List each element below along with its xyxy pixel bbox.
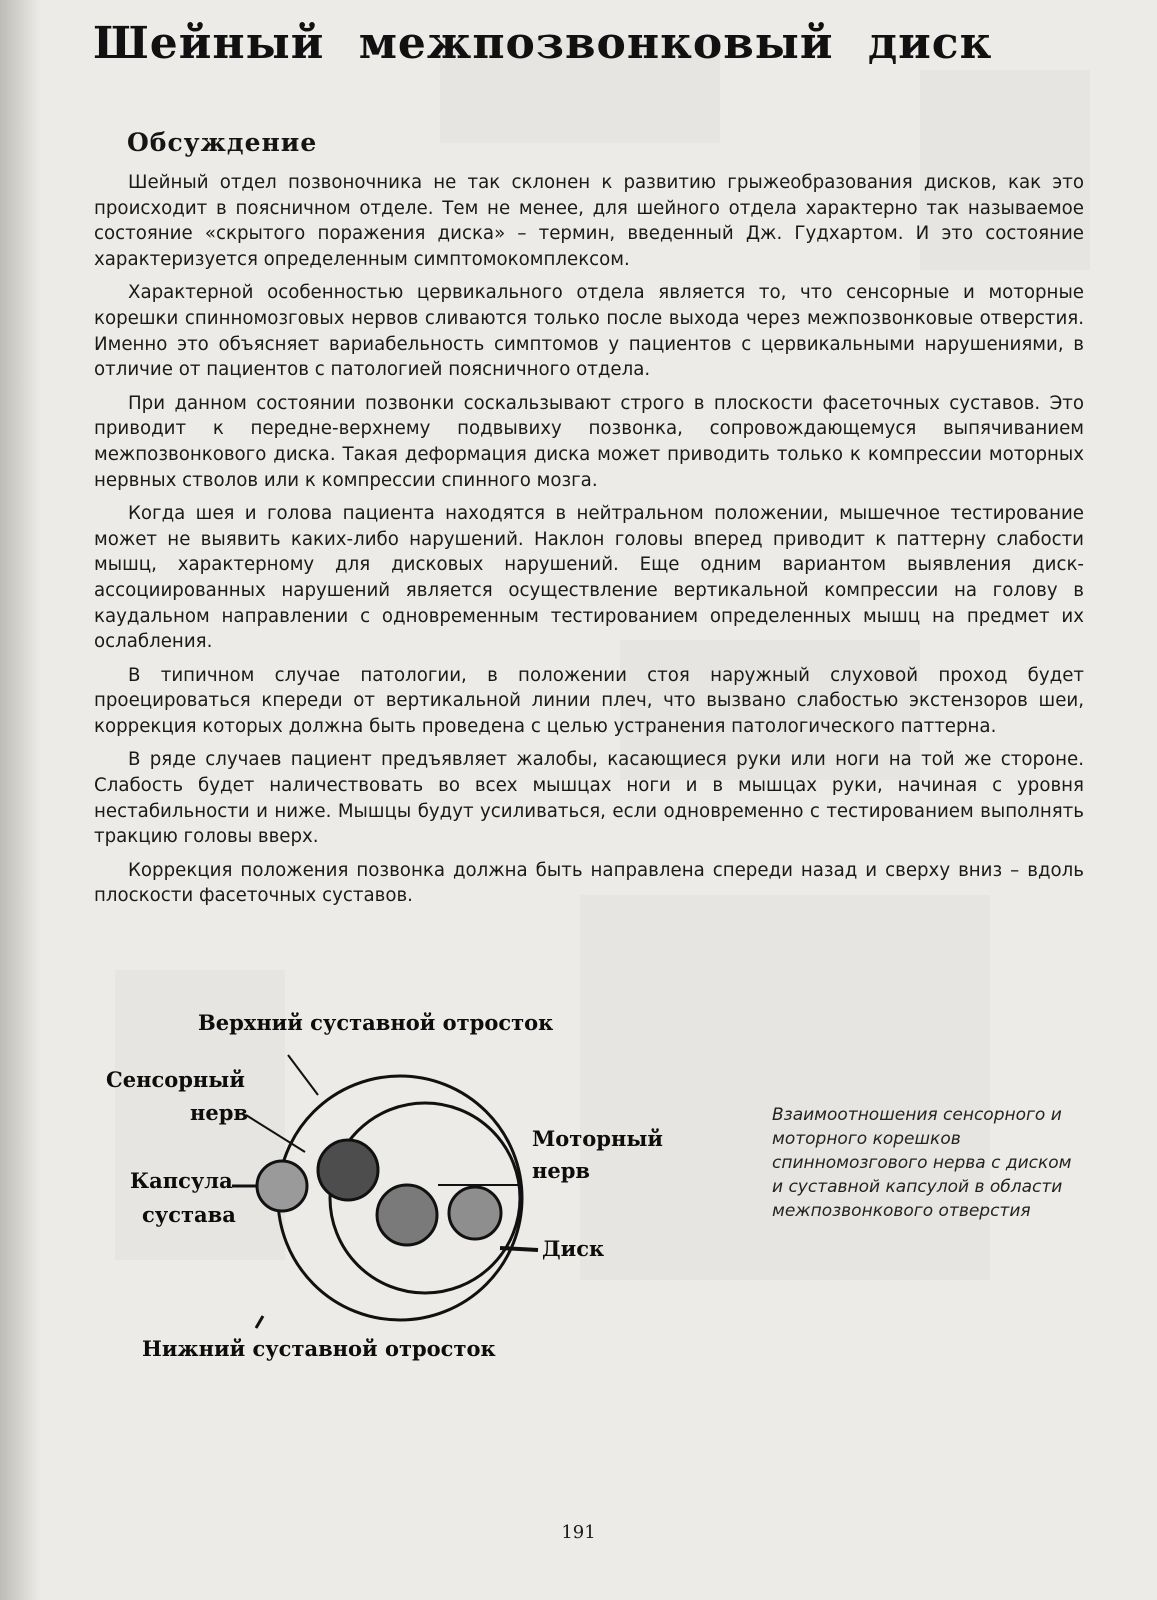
paragraph: При данном состоянии позвонки соскальзывают строго в плоскости фасеточных суставов. Это приводит к передне-верхнему подвывиху позвонка, сопровождающемуся выпячиванием межпозвонкового диска. Такая деформация диска может приводить только к компрессии моторных нервных стволов или к компрессии спинного мозга. — [94, 392, 1084, 491]
motor-nerve-label: Моторный — [532, 1126, 663, 1151]
upper-process-label: Верхний суставной отросток — [198, 1010, 554, 1035]
page-edge-shadow — [0, 0, 40, 1600]
lower-process-label: Нижний суставной отросток — [142, 1336, 496, 1361]
sensory-nerve-label: нерв — [190, 1100, 249, 1125]
sensory-nerve-circle — [318, 1140, 378, 1200]
sensory-nerve-label: Сенсорный — [106, 1067, 245, 1092]
page-number: 191 — [561, 1522, 596, 1543]
paragraph: Коррекция положения позвонка должна быть направлена спереди назад и сверху вниз – вдоль плоскости фасеточных суставов. — [94, 859, 1084, 907]
disc-circle — [449, 1187, 501, 1239]
paragraph: Когда шея и голова пациента находятся в нейтральном положении, мышечное тестирование может не выявить каких-либо нарушений. Наклон головы вперед приводит к паттерну слабости мышц, характерному для дисковых нарушений. Еще одним вариантом выявления диск-ассоциированных нарушений является осуществление вертикальной компрессии на голову в каудальном направлении с одновременным тестированием определенных мышц на предмет их ослабления. — [94, 503, 1084, 653]
capsule-label: сустава — [142, 1202, 236, 1227]
lower-process-pointer — [256, 1316, 263, 1328]
diagram-caption: Взаимоотношения сенсорного и моторного корешков спинномозгового нерва с диском и суставной капсулой в области межпозвонкового отверстия — [772, 1105, 1072, 1221]
section-heading: Обсуждение — [127, 128, 318, 157]
joint-capsule-circle — [257, 1161, 307, 1211]
capsule-label: Капсула — [130, 1168, 233, 1193]
motor-nerve-circle — [377, 1185, 437, 1245]
paragraph: Характерной особенностью цервикального отдела является то, что сенсорные и моторные корешки спинномозговых нервов сливаются только после выхода через межпозвонковые отверстия. Именно это объясняет вариабельность симптомов у пациентов с цервикальными нарушениями, в отличие от пациентов с патологией поясничного отдела. — [94, 282, 1084, 381]
body-text — [94, 170, 1084, 917]
disc-pointer — [500, 1248, 538, 1250]
foramen-diagram — [100, 1010, 700, 1390]
disc-label: Диск — [542, 1236, 605, 1261]
motor-nerve-label: нерв — [532, 1158, 591, 1183]
paragraph: Шейный отдел позвоночника не так склонен к развитию грыжеобразования дисков, как это происходит в поясничном отделе. Тем не менее, для шейного отдела характерно так называемое состояние «скрытого поражения диска» – термин, введенный Дж. Гудхартом. И это состояние характеризуется определенным симптомокомплексом. — [94, 172, 1084, 270]
page-title: Шейный межпозвонковый диск — [93, 18, 993, 69]
upper-process-pointer — [288, 1055, 318, 1095]
paragraph: В типичном случае патологии, в положении стоя наружный слуховой проход будет проецироваться кпереди от вертикальной линии плеч, что вызвано слабостью экстензоров шеи, коррекция которых должна быть проведена с целью устранения патологического паттерна. — [94, 664, 1084, 737]
paragraph: В ряде случаев пациент предъявляет жалобы, касающиеся руки или ноги на той же стороне. Слабость будет наличествовать во всех мышцах ноги и в мышцах руки, начиная с уровня нестабильности и ниже. Мышцы будут усиливаться, если одновременно с тестированием выполнять тракцию головы вверх. — [94, 749, 1084, 848]
